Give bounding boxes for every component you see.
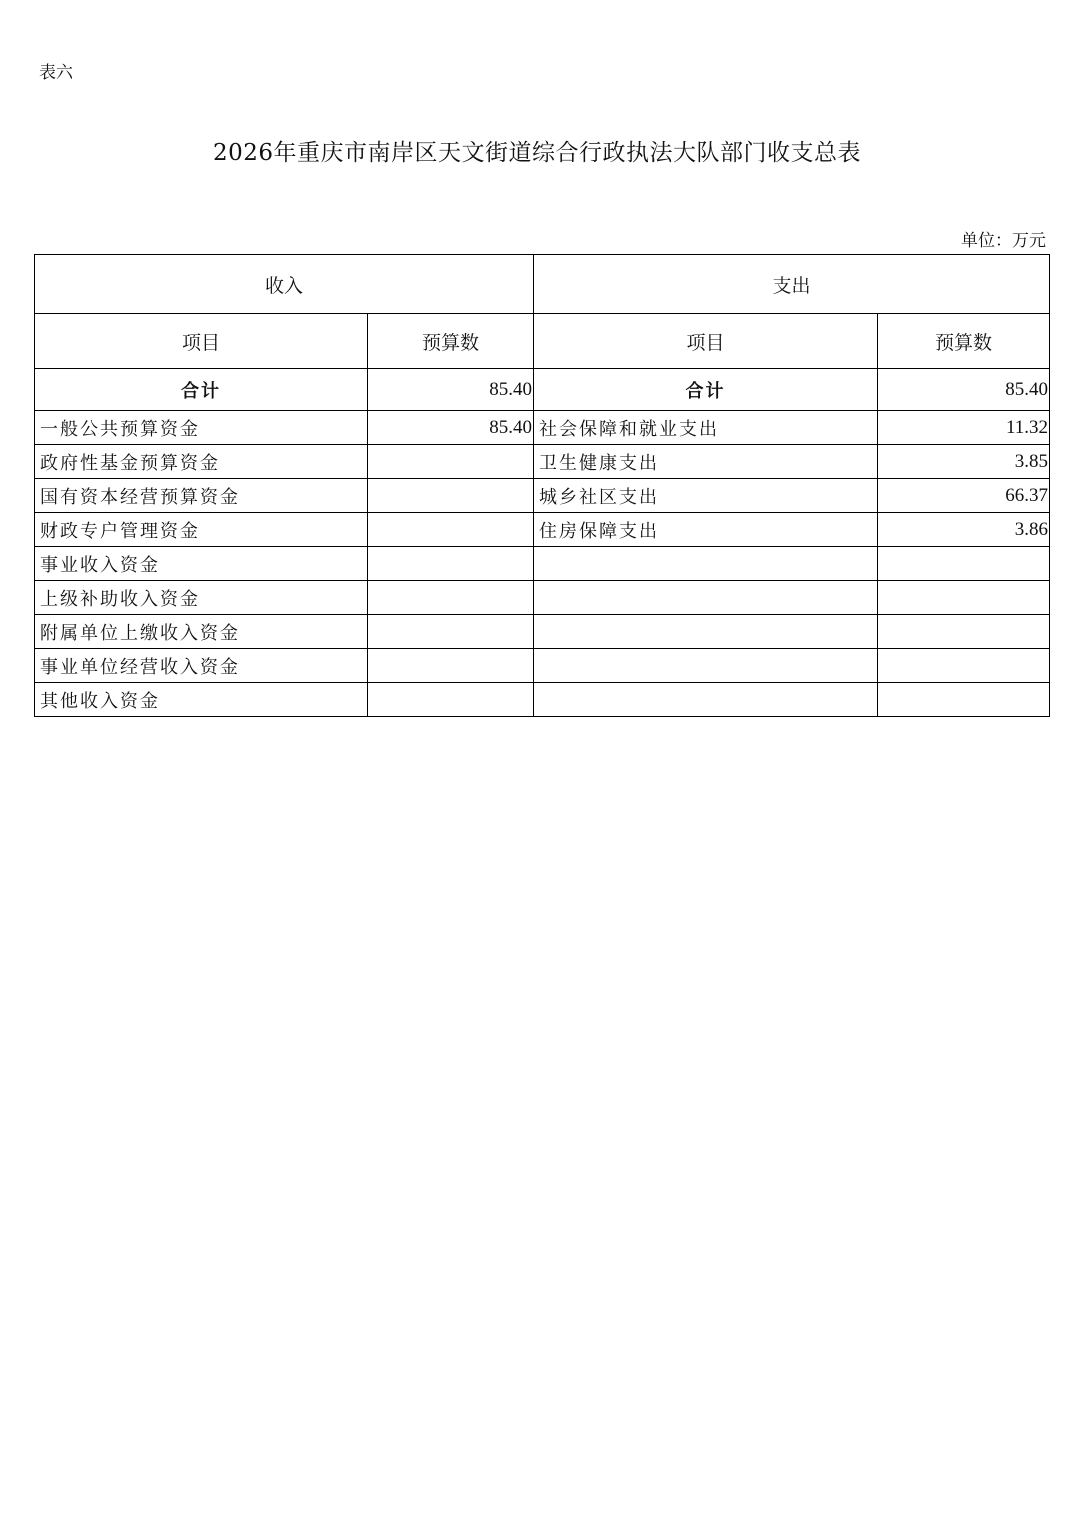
expenditure-value: 66.37 bbox=[878, 479, 1050, 513]
income-item: 上级补助收入资金 bbox=[35, 581, 368, 615]
income-total-label: 合计 bbox=[35, 369, 368, 411]
expenditure-item bbox=[534, 581, 878, 615]
income-section-header: 收入 bbox=[35, 255, 534, 314]
expenditure-value: 3.86 bbox=[878, 513, 1050, 547]
table-row bbox=[35, 683, 1050, 717]
expenditure-value bbox=[878, 547, 1050, 581]
page-title: 2026年重庆市南岸区天文街道综合行政执法大队部门收支总表 bbox=[212, 140, 862, 166]
expenditure-item bbox=[534, 615, 878, 649]
income-value bbox=[368, 547, 534, 581]
income-item: 其他收入资金 bbox=[35, 683, 368, 717]
income-value bbox=[368, 513, 534, 547]
expenditure-value bbox=[878, 649, 1050, 683]
budget-summary-table bbox=[34, 254, 1050, 717]
income-value bbox=[368, 683, 534, 717]
table-row bbox=[35, 445, 1050, 479]
expenditure-total-value: 85.40 bbox=[878, 369, 1050, 411]
expenditure-item-header: 项目 bbox=[534, 314, 878, 369]
table-number-label: 表六 bbox=[39, 63, 73, 83]
expenditure-item: 卫生健康支出 bbox=[534, 445, 878, 479]
section-header-row bbox=[35, 255, 1050, 314]
expenditure-value bbox=[878, 615, 1050, 649]
expenditure-value: 11.32 bbox=[878, 411, 1050, 445]
column-header-row bbox=[35, 314, 1050, 369]
income-budget-header: 预算数 bbox=[368, 314, 534, 369]
expenditure-item bbox=[534, 683, 878, 717]
table-row bbox=[35, 615, 1050, 649]
expenditure-item: 城乡社区支出 bbox=[534, 479, 878, 513]
expenditure-item bbox=[534, 547, 878, 581]
income-value bbox=[368, 649, 534, 683]
expenditure-budget-header: 预算数 bbox=[878, 314, 1050, 369]
income-item: 事业单位经营收入资金 bbox=[35, 649, 368, 683]
expenditure-value bbox=[878, 581, 1050, 615]
table-row bbox=[35, 411, 1050, 445]
expenditure-value: 3.85 bbox=[878, 445, 1050, 479]
table-row bbox=[35, 581, 1050, 615]
expenditure-value bbox=[878, 683, 1050, 717]
expenditure-total-label: 合计 bbox=[534, 369, 878, 411]
income-item: 附属单位上缴收入资金 bbox=[35, 615, 368, 649]
table-row bbox=[35, 513, 1050, 547]
income-value bbox=[368, 479, 534, 513]
table-row bbox=[35, 547, 1050, 581]
income-item: 政府性基金预算资金 bbox=[35, 445, 368, 479]
income-item: 一般公共预算资金 bbox=[35, 411, 368, 445]
expenditure-item bbox=[534, 649, 878, 683]
unit-label: 单位：万元 bbox=[961, 231, 1046, 251]
income-item: 财政专户管理资金 bbox=[35, 513, 368, 547]
income-value: 85.40 bbox=[368, 411, 534, 445]
income-total-value: 85.40 bbox=[368, 369, 534, 411]
table-row bbox=[35, 479, 1050, 513]
income-value bbox=[368, 615, 534, 649]
expenditure-item: 社会保障和就业支出 bbox=[534, 411, 878, 445]
expenditure-item: 住房保障支出 bbox=[534, 513, 878, 547]
expenditure-section-header: 支出 bbox=[534, 255, 1050, 314]
income-value bbox=[368, 581, 534, 615]
total-row bbox=[35, 369, 1050, 411]
income-item: 国有资本经营预算资金 bbox=[35, 479, 368, 513]
income-item-header: 项目 bbox=[35, 314, 368, 369]
income-value bbox=[368, 445, 534, 479]
income-item: 事业收入资金 bbox=[35, 547, 368, 581]
table-row bbox=[35, 649, 1050, 683]
